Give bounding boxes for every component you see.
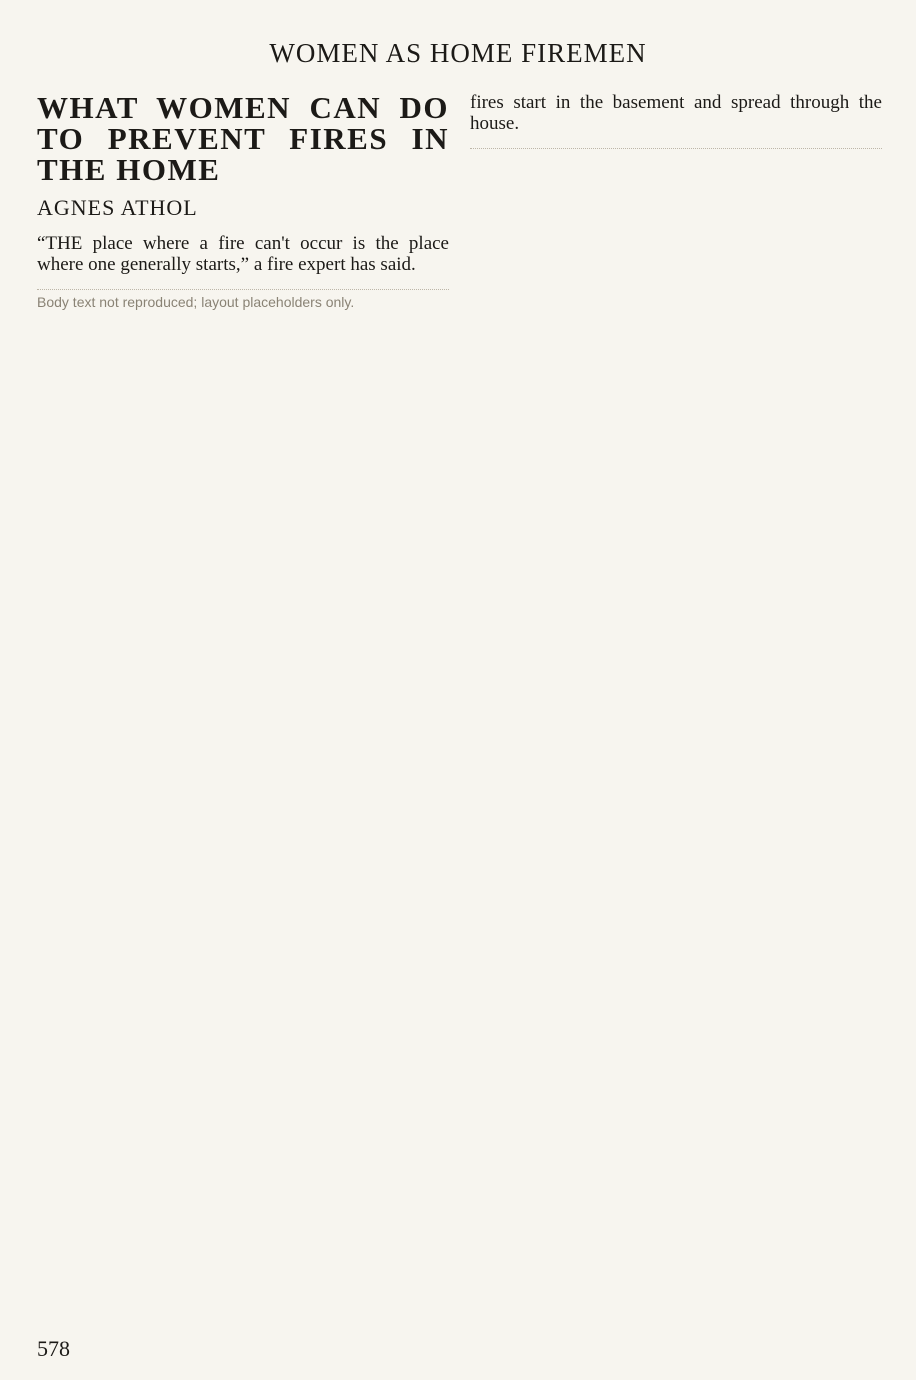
byline: AGNES ATHOL — [37, 195, 198, 220]
page-number: 578 — [37, 1336, 70, 1361]
opening-excerpt: “THE place where a fire can't occur is the place where one generally starts,” a fire expert has said. — [37, 233, 449, 276]
omitted-text-note-right — [470, 148, 882, 153]
column-right — [470, 92, 882, 167]
headline: WHAT WOMEN CAN DO TO PREVENT FIRES IN THE HOME — [37, 90, 449, 187]
column-left — [37, 92, 449, 324]
omitted-text-note: Body text not reproduced; layout placeholders only. — [37, 289, 449, 310]
continuation-excerpt: fires start in the basement and spread through the house. — [470, 92, 882, 135]
running-head: WOMEN AS HOME FIREMEN — [269, 38, 647, 68]
